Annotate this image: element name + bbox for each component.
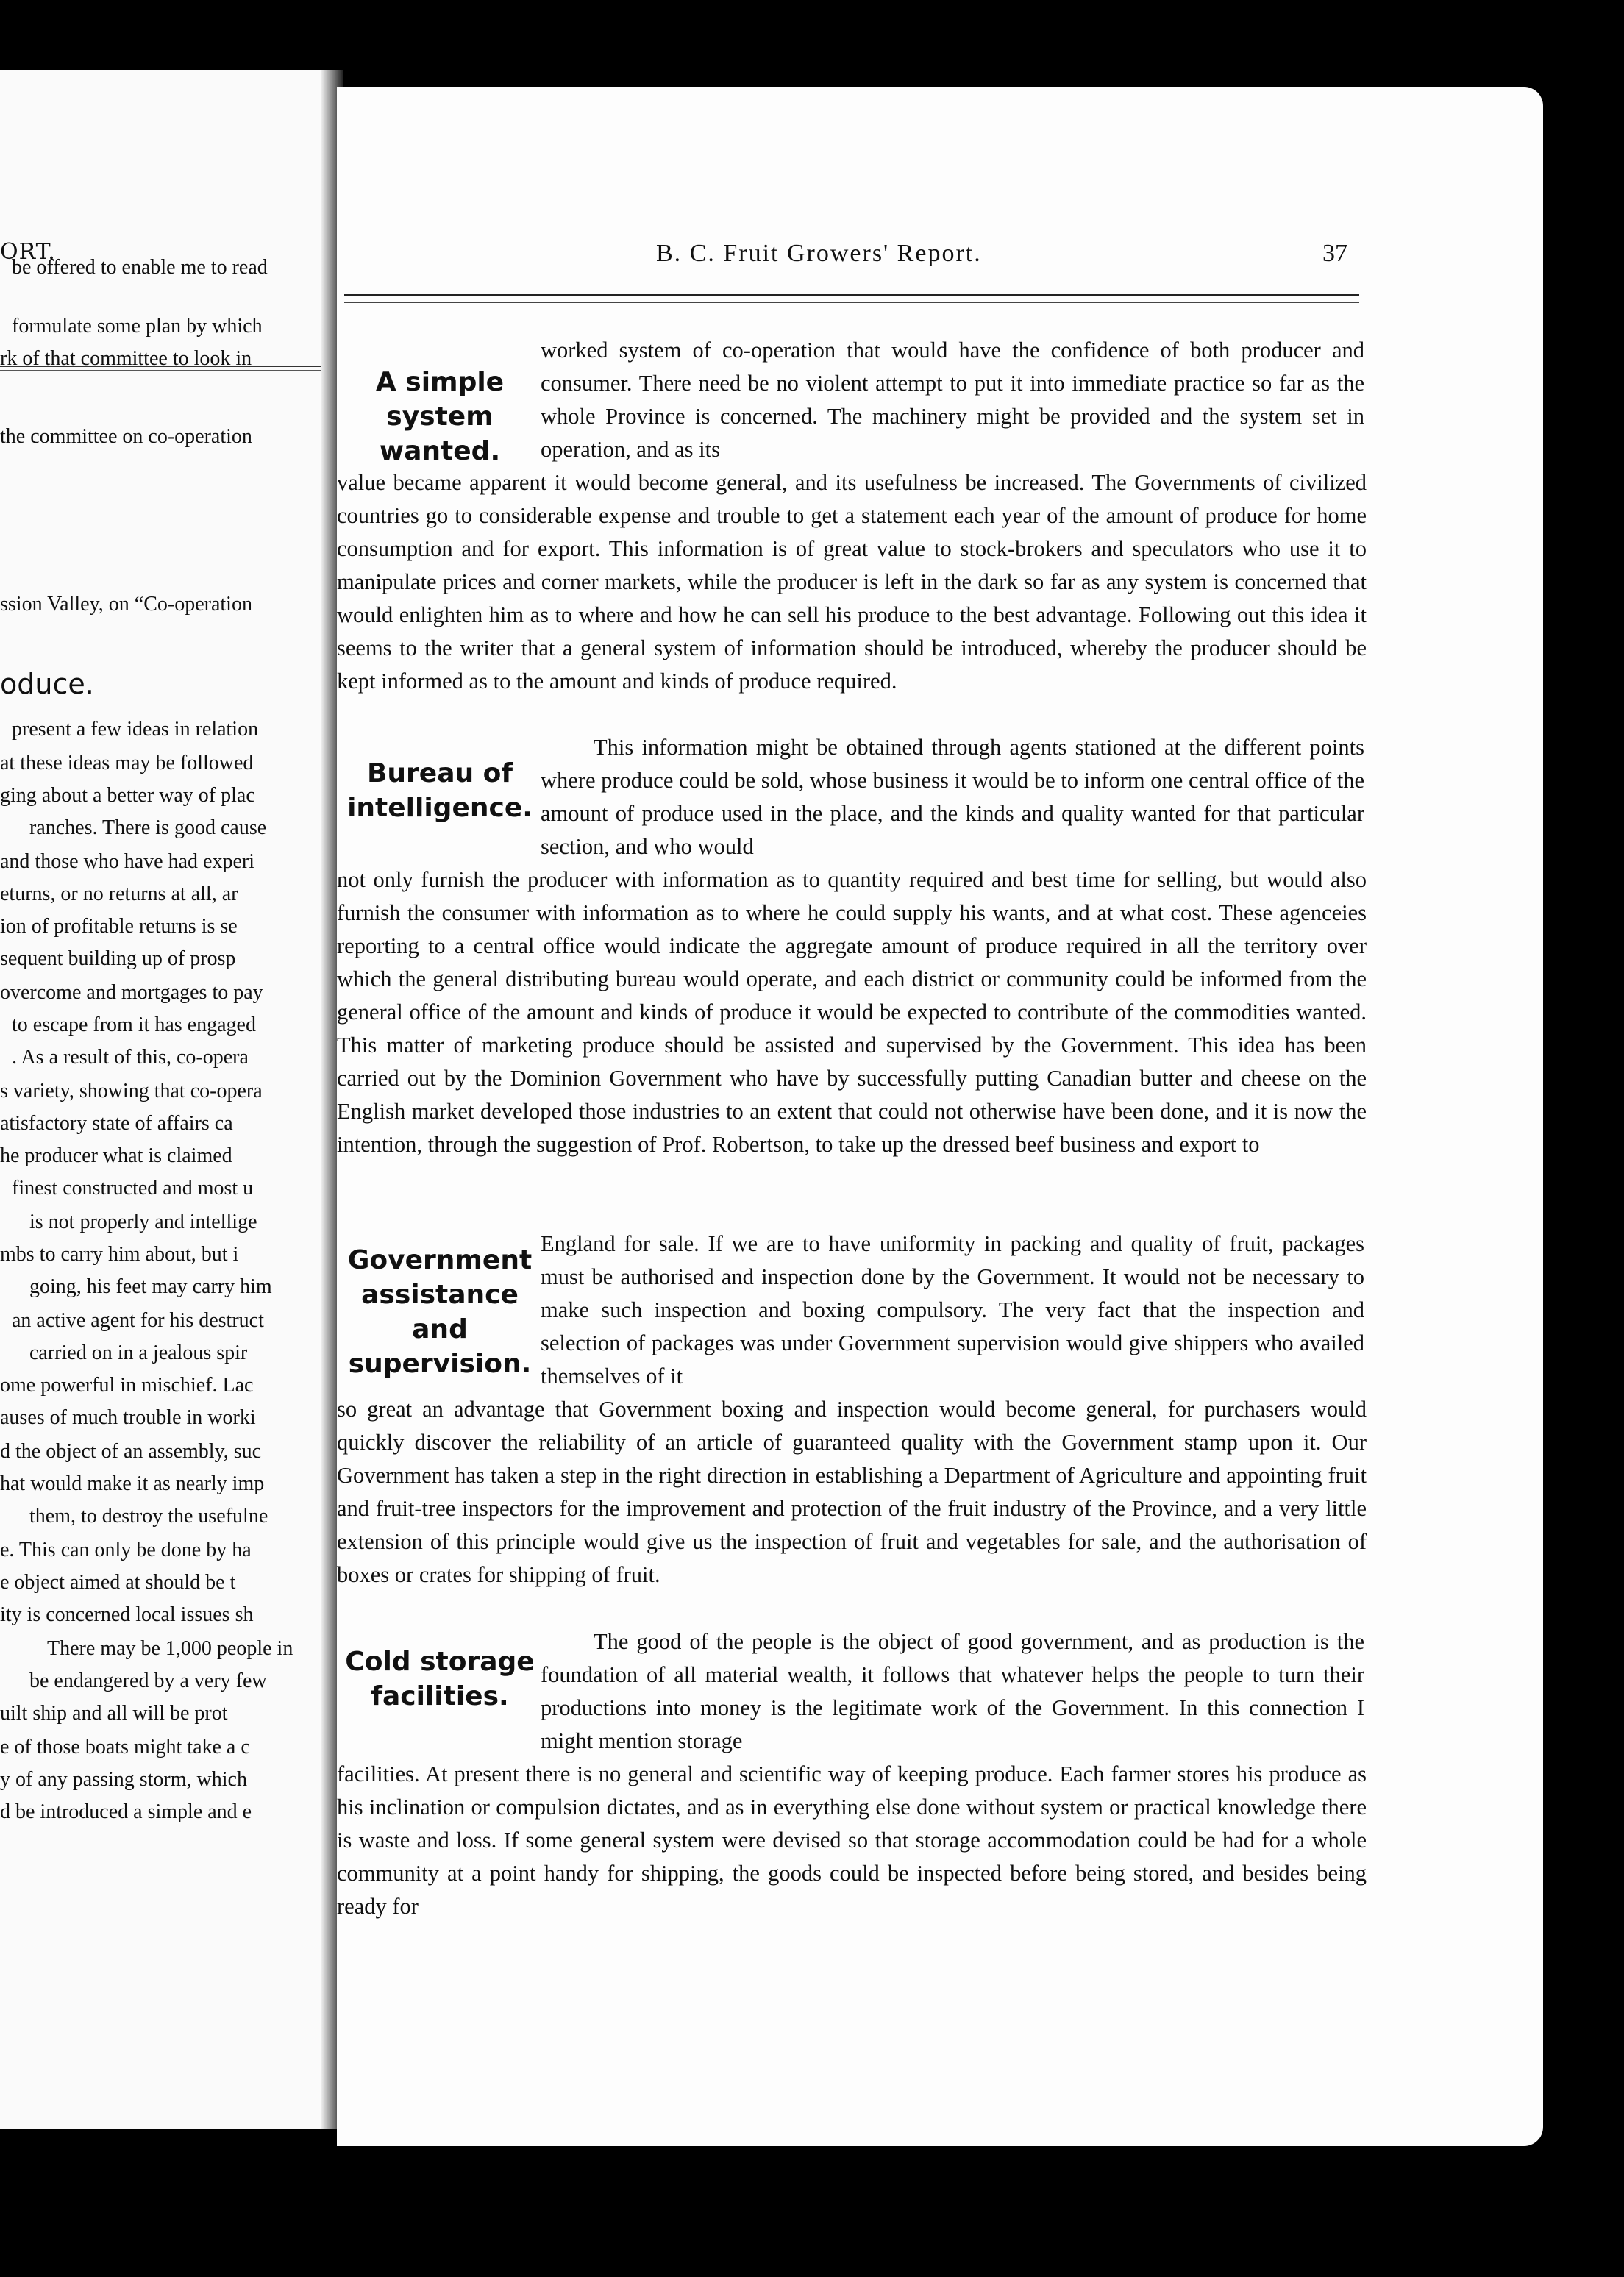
left-page-line: e. This can only be done by ha <box>0 1539 252 1561</box>
left-page-line: he producer what is claimed <box>0 1144 232 1167</box>
paragraph-4-wrap <box>541 1625 1364 1758</box>
left-page-line: ion of profitable returns is se <box>0 915 238 938</box>
right-page <box>337 87 1543 2146</box>
left-page-line: and those who have had experi <box>0 850 254 873</box>
left-page-line: eturns, or no returns at all, ar <box>0 883 238 905</box>
left-page-line: y of any passing storm, which <box>0 1768 247 1791</box>
side-heading-simple-system: A simple system wanted. <box>375 367 505 466</box>
left-page-line: uilt ship and all will be prot <box>0 1702 228 1725</box>
paragraph-2-full <box>337 863 1367 1161</box>
left-page-line: finest constructed and most u <box>12 1177 254 1200</box>
left-page-line: mbs to carry him about, but i <box>0 1243 239 1266</box>
paragraph-4-full <box>337 1758 1367 1923</box>
paragraph-3-full-text: so great an advantage that Government boxing and inspection would become general, for purchasers would quickly discover the reliability of an article of guaranteed quality with the Government stamp upon it. Our Government has taken a step in the right direction in establishing a Department of Agriculture and appointing fruit and fruit-tree inspectors for the improvement and protection of the fruit industry of the Province, and a very little extension of this principle would give us the inspection of fruit and vegetables for sale, and the authorisation of boxes or crates for shipping of fruit. <box>337 1397 1367 1587</box>
paragraph-3-wrap <box>541 1227 1364 1393</box>
paragraph-4-wrap-text: The good of the people is the object of good government, and as production is the foundation of all material wealth, it follows that whatever helps the people to turn their productions into money is the legitimate work of the Government. In this connection I might mention storage <box>541 1629 1364 1753</box>
left-page-line: the committee on co-operation <box>0 425 252 448</box>
left-page-line: to escape from it has engaged <box>12 1013 256 1036</box>
left-page-line: atisfactory state of affairs ca <box>0 1112 233 1135</box>
left-page-line: ssion Valley, on “Co-operation <box>0 593 252 616</box>
left-page-line: e object aimed at should be t <box>0 1571 236 1594</box>
left-page-line: e of those boats might take a c <box>0 1736 250 1758</box>
left-page-line: ity is concerned local issues sh <box>0 1603 254 1626</box>
left-page-heading: oduce. <box>0 668 94 700</box>
page-title: B. C. Fruit Growers' Report. <box>656 240 982 267</box>
left-page-line: d the object of an assembly, suc <box>0 1440 262 1463</box>
left-page-line: s variety, showing that co-opera <box>0 1080 263 1102</box>
paragraph-2-full-text: not only furnish the producer with information as to quantity required and best time for selling, but would also furnish the consumer with information as to where he could supply his wants, and at what cost. These agenceies reporting to a central office would indicate the aggregate amount of produce required in all the territory over which the general distributing bureau would operate, and each district or community could be informed from the general office of the amount and kinds of produce it would be expected to contribute of the commodities wanted. This matter of marketing produce should be assisted and supervised by the Government. This idea has been carried out by the Dominion Government who have by successfully putting Canadian butter and cheese on the English market developed those industries to an extent that could not otherwise have been done, and it is now the intention, through the suggestion of Prof. Robertson, to take up the dressed beef business and export to <box>337 867 1367 1157</box>
paragraph-2-wrap-text: This information might be obtained through agents stationed at the different points where produce could be sold, whose business it would be to inform one central office of the amount of produce used in the place, and the kinds and quality wanted for that particular section, and who would <box>541 735 1365 859</box>
left-page-line: be offered to enable me to read <box>12 256 268 279</box>
side-heading-cold-storage: Cold storage facilities. <box>345 1647 535 1711</box>
left-page-line: d be introduced a simple and e <box>0 1800 252 1823</box>
left-page-line: overcome and mortgages to pay <box>0 981 263 1004</box>
left-running-head: ORT. <box>0 239 56 265</box>
left-page-line: an active agent for his destruct <box>12 1309 264 1332</box>
left-page-line: . As a result of this, co-opera <box>12 1046 249 1069</box>
left-page-line: auses of much trouble in worki <box>0 1406 256 1429</box>
side-heading-government: Government assistance and supervision. <box>347 1245 533 1379</box>
left-page-line: sequent building up of prosp <box>0 947 236 970</box>
paragraph-4-full-text: facilities. At present there is no general and scientific way of keeping produce. Each farmer stores his produce as his inclination or compulsion dictates, and as in everything else done without system or practical knowledge there is waste and loss. If some general system were devised so that storage accommodation could be had for a whole community at a point handy for shipping, the goods could be inspected before being stored, and besides being ready for <box>337 1761 1367 1919</box>
paragraph-1-wrap <box>541 334 1364 466</box>
header-rule-2 <box>344 302 1359 303</box>
left-page-line: carried on in a jealous spir <box>29 1341 248 1364</box>
left-page-line: ging about a better way of plac <box>0 784 255 807</box>
left-page <box>0 70 338 2129</box>
paragraph-2-wrap <box>541 731 1364 863</box>
left-page-line: going, his feet may carry him <box>29 1275 272 1298</box>
left-page-line: hat would make it as nearly imp <box>0 1472 265 1495</box>
left-page-line: formulate some plan by which <box>12 315 263 338</box>
paragraph-1-full-text: value became apparent it would become general, and its usefulness be increased. The Governments of civilized countries go to considerable expense and trouble to get a statement each year of the amount of produce for home consumption and for export. This information is of great value to stock-brokers and speculators who use it to manipulate prices and corner markets, while the producer is left in the dark so far as any system is concerned that would enlighten him as to where and how he can sell his produce to the best advantage. Following out this idea it seems to the writer that a general system of information should be introduced, whereby the producer should be kept informed as to the amount and kinds of produce required. <box>337 470 1367 694</box>
left-page-line: ome powerful in mischief. Lac <box>0 1374 254 1397</box>
left-page-line: is not properly and intellige <box>29 1211 257 1233</box>
side-heading-bureau: Bureau of intelligence. <box>347 758 533 823</box>
page-number: 37 <box>1322 240 1347 267</box>
left-page-line: rk of that committee to look in <box>0 347 252 370</box>
left-page-line: at these ideas may be followed <box>0 752 254 774</box>
left-page-line: them, to destroy the usefulne <box>29 1505 268 1528</box>
left-page-line: There may be 1,000 people in <box>47 1637 293 1660</box>
paragraph-1-full <box>337 466 1367 698</box>
left-page-line: ranches. There is good cause <box>29 816 267 839</box>
left-page-line: be endangered by a very few <box>29 1670 267 1692</box>
paragraph-1-wrap-text: worked system of co-operation that would have the confidence of both producer and consumer. There need be no violent attempt to put it into immediate practice so far as the whole Province is concerned. The machinery might be provided and the system set in operation, and as its <box>541 338 1364 462</box>
paragraph-3-wrap-text: England for sale. If we are to have uniformity in packing and quality of fruit, packages must be authorised and inspection done by the Government. It would not be necessary to make such inspection and boxing compulsory. The very fact that the inspection and selection of packages was under Government supervision would give shippers who availed themselves of it <box>541 1231 1364 1389</box>
left-page-line: present a few ideas in relation <box>12 718 259 741</box>
paragraph-3-full <box>337 1393 1367 1592</box>
header-rule <box>344 294 1359 296</box>
